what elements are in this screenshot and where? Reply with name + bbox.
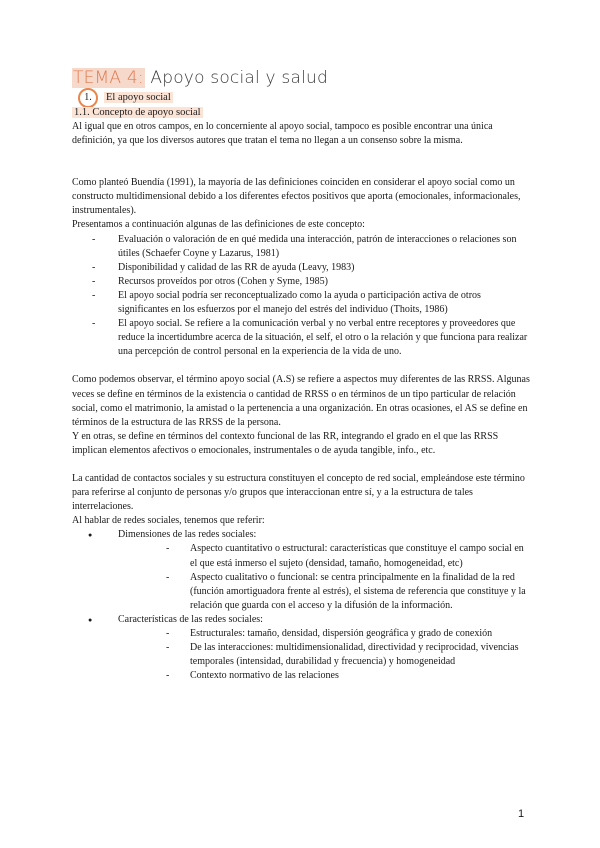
paragraph: Y en otras, se define en términos del contexto funcional de las RR, integrando el grado en el que las RRSS implican elementos afectivos o emocionales, instrumentales o de ayuda tangible, info., etc. xyxy=(72,430,499,456)
page-number: 1 xyxy=(518,808,525,820)
characteristics-list xyxy=(118,627,532,683)
paragraph: La cantidad de contactos sociales y su estructura constituyen el concepto de red social, empleándose este término para referirse al conjunto de personas y/o grupos que interaccionan entre sí, y a la estructura de tales interrelaciones. xyxy=(72,472,525,513)
list-heading: Dimensiones de las redes sociales: xyxy=(118,529,257,541)
list-item: - Aspecto cualitativo o funcional: se centra principalmente en la finalidad de la red (función amortiguadora frente al estrés), el sistema de referencia que constituye y la relación que guarda con el acceso y la difusión de la información. xyxy=(190,571,532,613)
page-title xyxy=(72,68,328,88)
paragraph: Al igual que en otros campos, en lo concerniente al apoyo social, tampoco es posible encontrar una única definición, ya que los diversos autores que tratan el tema no llegan a un consenso sobre la misma. xyxy=(72,121,493,147)
paragraph: Como podemos observar, el término apoyo social (A.S) se refiere a aspectos muy diferentes de las RRSS. Algunas veces se define en términos de la existencia o cantidad de RRSS o en términos de un tipo particular de relación social, como el matrimonio, la amistad o la pertenencia a una organización. En otras ocasiones, el AS se define en términos de la estructura de las RRSS de la persona. xyxy=(72,374,530,428)
paragraph: Presentamos a continuación algunas de las definiciones de este concepto: xyxy=(72,219,365,231)
section-label: El apoyo social xyxy=(106,92,171,103)
title-text: Apoyo social y salud xyxy=(144,68,328,88)
list-item: - Recursos proveídos por otros (Cohen y Syme, 1985) xyxy=(118,275,532,289)
list-item: - Evaluación o valoración de en qué medida una interacción, patrón de interacciones o relaciones son útiles (Schaefer Coyne y Lazarus, 1981) xyxy=(118,233,532,261)
title-highlight: TEMA 4: xyxy=(73,68,144,88)
list-heading: Características de las redes sociales: xyxy=(118,613,263,625)
definitions-list xyxy=(72,233,532,360)
list-item: - Estructurales: tamaño, densidad, dispersión geográfica y grado de conexión xyxy=(190,627,532,641)
paragraph: Al hablar de redes sociales, tenemos que referir: xyxy=(72,515,265,527)
dimensions-list xyxy=(118,542,532,612)
subsection-heading: 1.1. Concepto de apoyo social xyxy=(74,107,201,118)
document-body xyxy=(72,120,532,683)
list-item: - Contexto normativo de las relaciones xyxy=(190,669,532,683)
list-item: - Aspecto cuantitativo o estructural: características que constituye el campo social en el que está inmerso el sujeto (densidad, tamaño, homogeneidad, etc) xyxy=(190,542,532,570)
list-item: - De las interacciones: multidimensionalidad, directividad y reciprocidad, vivencias temporales (intensidad, durabilidad y frecuencia) y homogeneidad xyxy=(190,641,532,669)
list-item xyxy=(118,613,532,683)
list-item xyxy=(118,528,532,613)
list-item: - El apoyo social podría ser reconceptualizado como la ayuda o participación activa de otros significantes en los esfuerzos por el manejo del estrés del individuo (Thoits, 1986) xyxy=(118,289,532,317)
paragraph: Como planteó Buendía (1991), la mayoría de las definiciones coinciden en considerar el apoyo social como un constructo multidimensional debido a los diferentes efectos positivos que aporta (emocionales, informacionales, instrumentales). xyxy=(72,177,521,217)
section-number: 1. xyxy=(78,88,98,108)
list-item: - Disponibilidad y calidad de las RR de ayuda (Leavy, 1983) xyxy=(118,261,532,275)
list-item: - El apoyo social. Se refiere a la comunicación verbal y no verbal entre receptores y proveedores que reduce la incertidumbre acerca de la situación, el self, el otro o la relación y que funciona para realizar una percepción de control personal en la experiencia de la vida de uno. xyxy=(118,317,532,359)
network-list xyxy=(72,528,532,683)
section-heading-1 xyxy=(78,88,173,108)
